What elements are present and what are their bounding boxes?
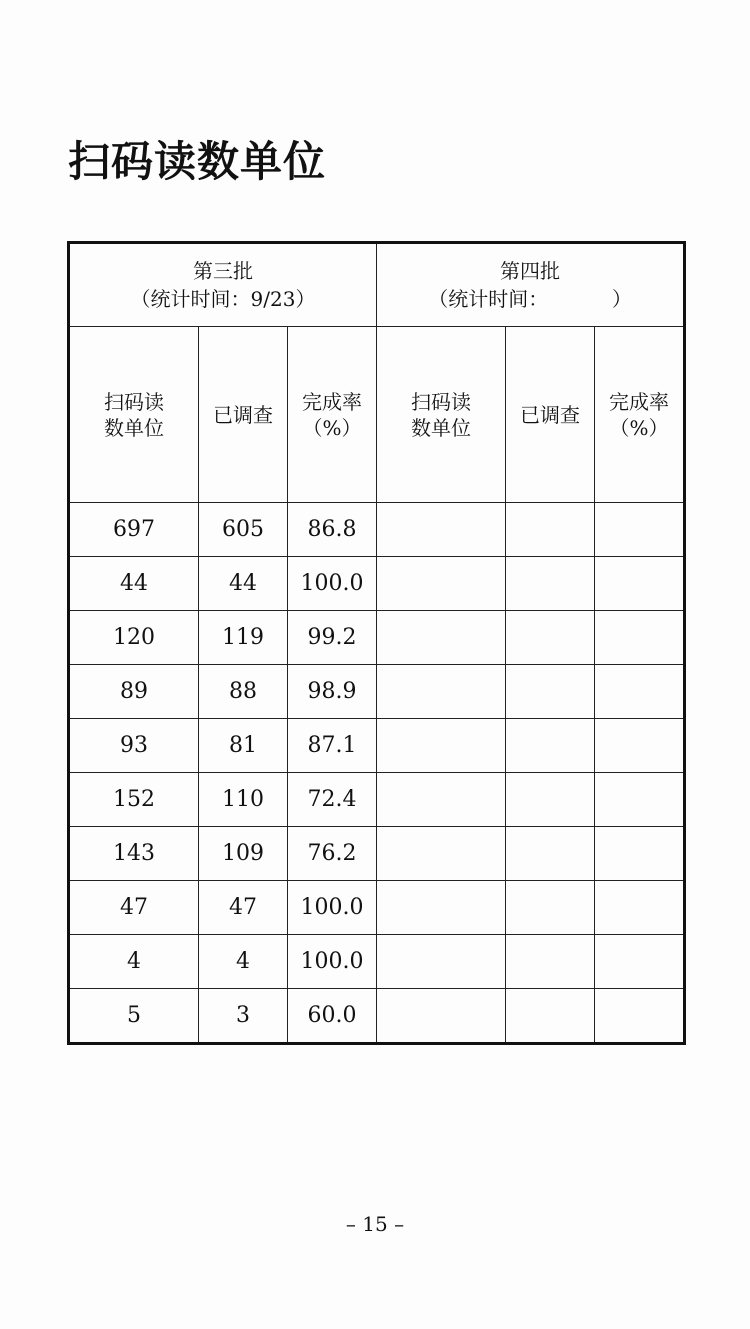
- empty-cell: [506, 557, 595, 611]
- units-cell: 5: [69, 989, 199, 1044]
- units-cell: 89: [69, 665, 199, 719]
- empty-cell: [506, 503, 595, 557]
- table-row: [69, 881, 685, 935]
- surveyed-cell: 605: [199, 503, 288, 557]
- empty-cell: [595, 989, 685, 1044]
- rate-cell: 86.8: [288, 503, 377, 557]
- empty-cell: [377, 719, 506, 773]
- units-cell: 143: [69, 827, 199, 881]
- empty-cell: [595, 665, 685, 719]
- empty-cell: [595, 719, 685, 773]
- rate-cell: 100.0: [288, 935, 377, 989]
- empty-cell: [377, 503, 506, 557]
- units-header-line2: 数单位: [411, 415, 472, 440]
- surveyed-cell: 47: [199, 881, 288, 935]
- units-cell: 120: [69, 611, 199, 665]
- empty-cell: [377, 557, 506, 611]
- empty-cell: [377, 773, 506, 827]
- units-cell: 697: [69, 503, 199, 557]
- table-row: [69, 773, 685, 827]
- batch4-name: 第四批: [500, 259, 561, 283]
- batch4-surveyed-header: [506, 327, 595, 503]
- units-cell: 47: [69, 881, 199, 935]
- empty-cell: [377, 665, 506, 719]
- units-cell: 152: [69, 773, 199, 827]
- rate-cell: 100.0: [288, 557, 377, 611]
- surveyed-cell: 3: [199, 989, 288, 1044]
- surveyed-cell: 109: [199, 827, 288, 881]
- units-cell: 93: [69, 719, 199, 773]
- empty-cell: [377, 611, 506, 665]
- data-table: [67, 241, 686, 1045]
- rate-header-line1: 完成率: [609, 389, 670, 414]
- table-row: [69, 611, 685, 665]
- rate-cell: 98.9: [288, 665, 377, 719]
- empty-cell: [377, 989, 506, 1044]
- batch3-header: [69, 243, 377, 327]
- rate-cell: 100.0: [288, 881, 377, 935]
- units-header-line2: 数单位: [104, 415, 164, 440]
- surveyed-header: 已调查: [213, 402, 273, 427]
- surveyed-cell: 81: [199, 719, 288, 773]
- empty-cell: [506, 665, 595, 719]
- table-row: [69, 989, 685, 1044]
- units-cell: 4: [69, 935, 199, 989]
- table-row: [69, 503, 685, 557]
- batch3-time: （统计时间：9/23）: [130, 287, 316, 311]
- table-row: [69, 665, 685, 719]
- rate-header-line1: 完成率: [302, 389, 363, 414]
- batch3-name: 第三批: [193, 259, 254, 283]
- rate-header-line2: （%）: [609, 415, 669, 440]
- rate-cell: 87.1: [288, 719, 377, 773]
- batch3-surveyed-header: [199, 327, 288, 503]
- batch4-time: （统计时间： ）: [428, 287, 632, 311]
- batch4-units-header: [377, 327, 506, 503]
- rate-cell: 99.2: [288, 611, 377, 665]
- column-header-row: [69, 327, 685, 503]
- surveyed-cell: 44: [199, 557, 288, 611]
- page-title: 扫码读数单位: [68, 137, 327, 186]
- page-number: – 15 –: [345, 1212, 405, 1236]
- batch4-rate-header: [595, 327, 685, 503]
- empty-cell: [595, 503, 685, 557]
- empty-cell: [506, 989, 595, 1044]
- table-row: [69, 935, 685, 989]
- surveyed-cell: 88: [199, 665, 288, 719]
- empty-cell: [595, 557, 685, 611]
- rate-header-line2: （%）: [302, 415, 362, 440]
- empty-cell: [506, 935, 595, 989]
- empty-cell: [506, 773, 595, 827]
- table-row: [69, 719, 685, 773]
- surveyed-header: 已调查: [520, 402, 581, 427]
- batch3-units-header: [69, 327, 199, 503]
- empty-cell: [595, 773, 685, 827]
- empty-cell: [595, 935, 685, 989]
- units-cell: 44: [69, 557, 199, 611]
- empty-cell: [506, 719, 595, 773]
- table-row: [69, 557, 685, 611]
- empty-cell: [595, 881, 685, 935]
- table-row: [69, 827, 685, 881]
- empty-cell: [506, 611, 595, 665]
- empty-cell: [595, 611, 685, 665]
- batch-header-row: [69, 243, 685, 327]
- units-header-line1: 扫码读: [411, 389, 472, 414]
- rate-cell: 60.0: [288, 989, 377, 1044]
- surveyed-cell: 119: [199, 611, 288, 665]
- surveyed-cell: 110: [199, 773, 288, 827]
- empty-cell: [377, 935, 506, 989]
- empty-cell: [595, 827, 685, 881]
- empty-cell: [377, 881, 506, 935]
- rate-cell: 76.2: [288, 827, 377, 881]
- empty-cell: [506, 827, 595, 881]
- rate-cell: 72.4: [288, 773, 377, 827]
- batch3-rate-header: [288, 327, 377, 503]
- empty-cell: [377, 827, 506, 881]
- surveyed-cell: 4: [199, 935, 288, 989]
- empty-cell: [506, 881, 595, 935]
- table-container: [67, 241, 686, 1045]
- batch4-header: [377, 243, 685, 327]
- units-header-line1: 扫码读: [104, 389, 164, 414]
